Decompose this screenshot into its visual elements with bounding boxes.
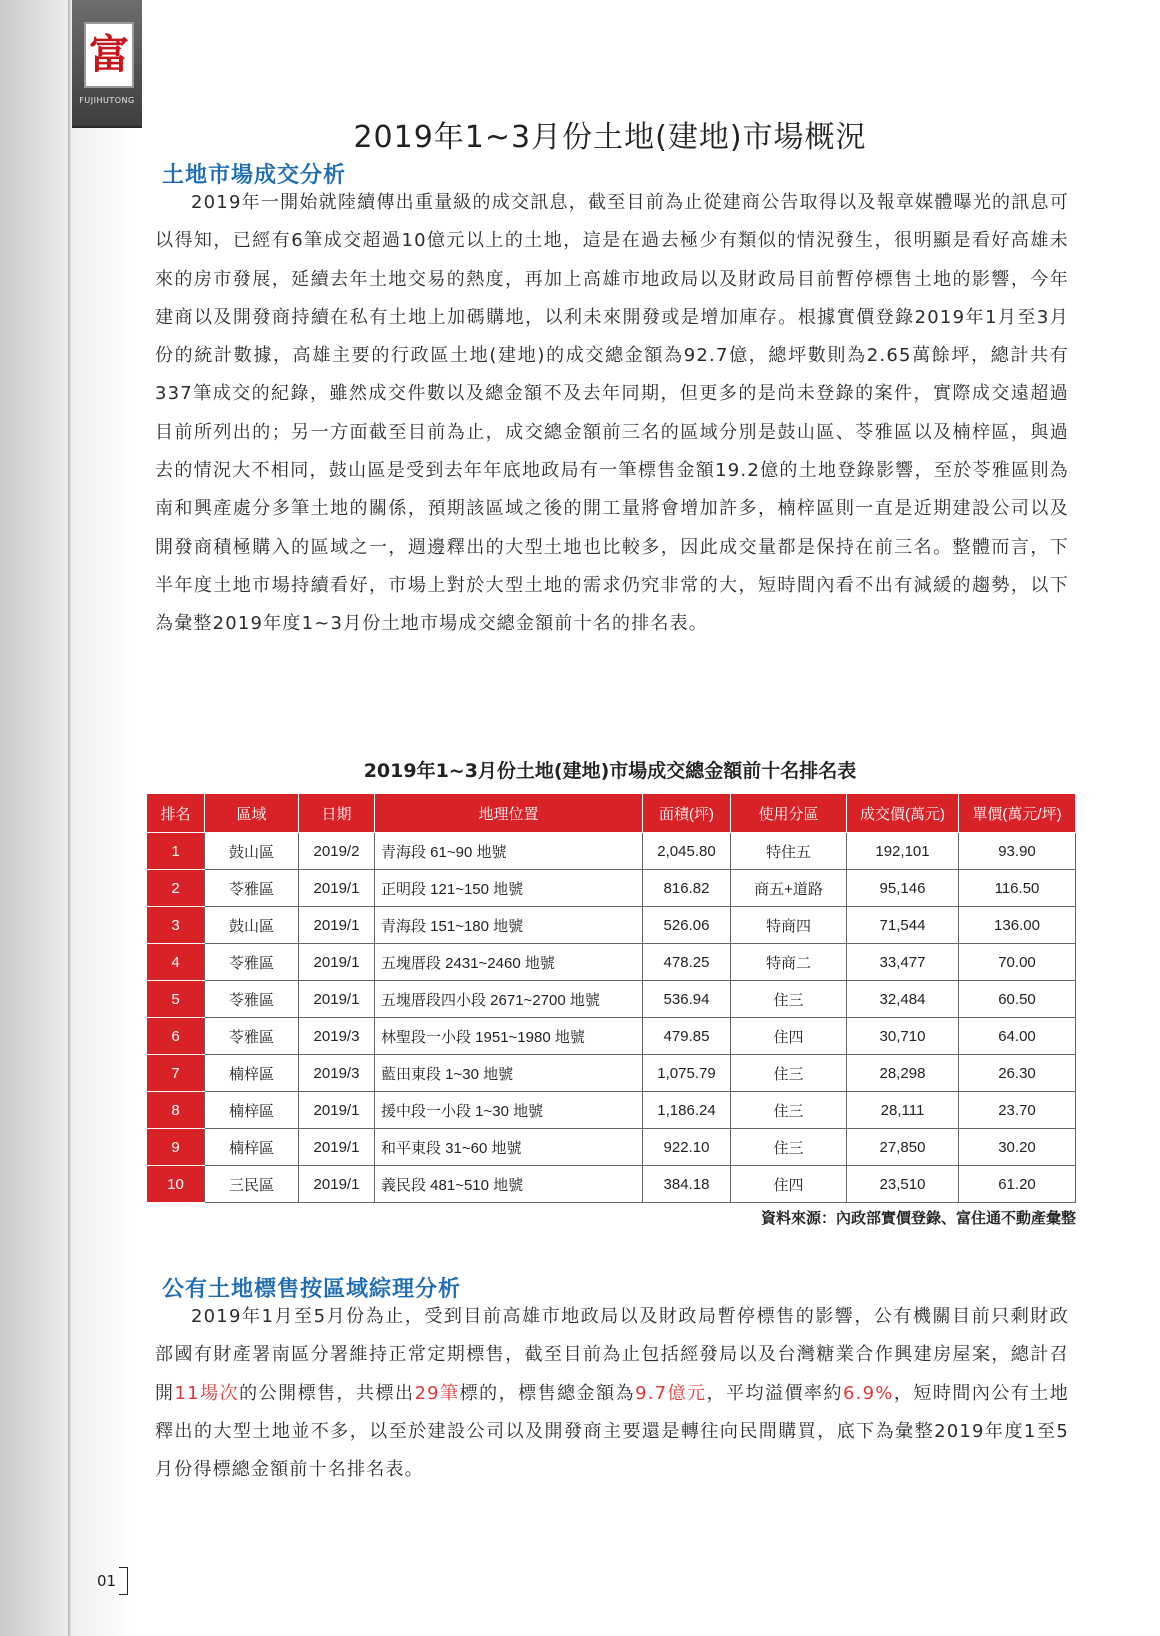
area-cell: 922.10: [643, 1129, 731, 1166]
price-cell: 32,484: [847, 981, 959, 1018]
district-cell: 鼓山區: [205, 833, 299, 870]
rank-cell: 2: [147, 870, 205, 907]
zoning-cell: 住三: [731, 1055, 847, 1092]
date-cell: 2019/1: [299, 1129, 375, 1166]
district-cell: 苓雅區: [205, 944, 299, 981]
text-run: ，短時間內公有土地釋出的大型土地並不多，以至於建設公司以及開發商主要還是轉往向民間購買，底下為彙整2019年度1至5月份得標總金額前十名排名表。: [155, 1382, 1069, 1481]
rank-cell: 1: [147, 833, 205, 870]
area-cell: 478.25: [643, 944, 731, 981]
district-cell: 鼓山區: [205, 907, 299, 944]
table-header-row: [147, 794, 1076, 833]
col-header: 面積(坪): [643, 794, 731, 833]
district-cell: 楠梓區: [205, 1129, 299, 1166]
col-header: 日期: [299, 794, 375, 833]
price-cell: 192,101: [847, 833, 959, 870]
district-cell: 苓雅區: [205, 870, 299, 907]
unit-price-cell: 64.00: [959, 1018, 1076, 1055]
area-cell: 526.06: [643, 907, 731, 944]
section-heading-public-land: 公有土地標售按區域綜理分析: [162, 1277, 462, 1302]
date-cell: 2019/2: [299, 833, 375, 870]
col-header: 地理位置: [375, 794, 643, 833]
zoning-cell: 住三: [731, 1129, 847, 1166]
area-cell: 816.82: [643, 870, 731, 907]
rank-cell: 10: [147, 1166, 205, 1203]
section-paragraph-public-land: [155, 1298, 1069, 1489]
highlight-count: 29筆: [414, 1382, 460, 1404]
area-cell: 1,075.79: [643, 1055, 731, 1092]
section-heading-land-market: 土地市場成交分析: [162, 163, 347, 188]
company-logo: [72, 0, 142, 128]
col-header: 區域: [205, 794, 299, 833]
col-header: 單價(萬元/坪): [959, 794, 1076, 833]
location-cell: 五塊厝段 2431~2460 地號: [375, 944, 643, 981]
location-cell: 青海段 61~90 地號: [375, 833, 643, 870]
binding-edge: [68, 0, 71, 1636]
location-cell: 援中段一小段 1~30 地號: [375, 1092, 643, 1129]
text-run: 標的，標售總金額為: [459, 1382, 636, 1404]
area-cell: 536.94: [643, 981, 731, 1018]
rank-cell: 5: [147, 981, 205, 1018]
price-cell: 28,298: [847, 1055, 959, 1092]
unit-price-cell: 26.30: [959, 1055, 1076, 1092]
date-cell: 2019/1: [299, 981, 375, 1018]
table-row: [147, 1055, 1076, 1092]
table-row: [147, 907, 1076, 944]
table-row: [147, 870, 1076, 907]
zoning-cell: 商五+道路: [731, 870, 847, 907]
date-cell: 2019/3: [299, 1055, 375, 1092]
logo-text: FUJIHUTONG: [79, 96, 135, 105]
location-cell: 林聖段一小段 1951~1980 地號: [375, 1018, 643, 1055]
area-cell: 1,186.24: [643, 1092, 731, 1129]
ranking-table: [146, 793, 1076, 1203]
date-cell: 2019/1: [299, 870, 375, 907]
location-cell: 和平東段 31~60 地號: [375, 1129, 643, 1166]
section-paragraph-land-market: 2019年一開始就陸續傳出重量級的成交訊息，截至目前為止從建商公告取得以及報章媒體曝光的訊息可以得知，已經有6筆成交超過10億元以上的土地，這是在過去極少有類似的情況發生，很明顯是看好高雄未來的房市發展，延續去年土地交易的熱度，再加上高雄市地政局以及財政局目前暫停標售土地的影響，今年建商以及開發商持續在私有土地上加碼購地，以利未來開發或是增加庫存。根據實價登錄2019年1月至3月份的統計數據，高雄主要的行政區土地(建地)的成交總金額為92.7億，總坪數則為2.65萬餘坪，總計共有337筆成交的紀錄，雖然成交件數以及總金額不及去年同期，但更多的是尚未登錄的案件，實際成交遠超過目前所列出的；另一方面截至目前為止，成交總金額前三名的區域分別是鼓山區、苓雅區以及楠梓區，與過去的情況大不相同，鼓山區是受到去年年底地政局有一筆標售金額19.2億的土地登錄影響，至於苓雅區則為南和興產處分多筆土地的關係，預期該區域之後的開工量將會增加許多，楠梓區則一直是近期建設公司以及開發商積極購入的區域之一，週邊釋出的大型土地也比較多，因此成交量都是保持在前三名。整體而言，下半年度土地市場持續看好，市場上對於大型土地的需求仍究非常的大，短時間內看不出有減緩的趨勢，以下為彙整2019年度1~3月份土地市場成交總金額前十名的排名表。: [155, 192, 1069, 635]
text-run: ，平均溢價率約: [706, 1382, 844, 1404]
page-number: 01: [97, 1572, 117, 1590]
zoning-cell: 特住五: [731, 833, 847, 870]
rank-cell: 6: [147, 1018, 205, 1055]
rank-cell: 8: [147, 1092, 205, 1129]
price-cell: 33,477: [847, 944, 959, 981]
table-row: [147, 1018, 1076, 1055]
location-cell: 青海段 151~180 地號: [375, 907, 643, 944]
district-cell: 楠梓區: [205, 1092, 299, 1129]
col-header: 排名: [147, 794, 205, 833]
table-row: [147, 833, 1076, 870]
price-cell: 23,510: [847, 1166, 959, 1203]
table-body: [147, 833, 1076, 1203]
zoning-cell: 住三: [731, 1092, 847, 1129]
table-source: 資料來源：內政部實價登錄、富住通不動產彙整: [760, 1209, 1076, 1227]
rank-cell: 7: [147, 1055, 205, 1092]
col-header: 使用分區: [731, 794, 847, 833]
rank-cell: 4: [147, 944, 205, 981]
zoning-cell: 住四: [731, 1018, 847, 1055]
table-row: [147, 944, 1076, 981]
highlight-amount: 9.7億元: [635, 1382, 707, 1404]
location-cell: 正明段 121~150 地號: [375, 870, 643, 907]
logo-icon: 富: [84, 22, 134, 88]
binding-spine: [0, 0, 132, 1636]
unit-price-cell: 116.50: [959, 870, 1076, 907]
table-title: 2019年1~3月份土地(建地)市場成交總金額前十名排名表: [363, 760, 857, 782]
text-run: 的公開標售，共標出: [239, 1382, 415, 1404]
zoning-cell: 住四: [731, 1166, 847, 1203]
district-cell: 楠梓區: [205, 1055, 299, 1092]
date-cell: 2019/1: [299, 1092, 375, 1129]
price-cell: 27,850: [847, 1129, 959, 1166]
location-cell: 五塊厝段四小段 2671~2700 地號: [375, 981, 643, 1018]
unit-price-cell: 136.00: [959, 907, 1076, 944]
rank-cell: 9: [147, 1129, 205, 1166]
area-cell: 2,045.80: [643, 833, 731, 870]
zoning-cell: 住三: [731, 981, 847, 1018]
district-cell: 苓雅區: [205, 981, 299, 1018]
zoning-cell: 特商四: [731, 907, 847, 944]
page-number-bracket: [119, 1567, 128, 1595]
rank-cell: 3: [147, 907, 205, 944]
unit-price-cell: 61.20: [959, 1166, 1076, 1203]
area-cell: 479.85: [643, 1018, 731, 1055]
price-cell: 95,146: [847, 870, 959, 907]
price-cell: 71,544: [847, 907, 959, 944]
unit-price-cell: 30.20: [959, 1129, 1076, 1166]
price-cell: 28,111: [847, 1092, 959, 1129]
zoning-cell: 特商二: [731, 944, 847, 981]
location-cell: 義民段 481~510 地號: [375, 1166, 643, 1203]
table-row: [147, 1129, 1076, 1166]
unit-price-cell: 93.90: [959, 833, 1076, 870]
price-cell: 30,710: [847, 1018, 959, 1055]
date-cell: 2019/1: [299, 907, 375, 944]
district-cell: 三民區: [205, 1166, 299, 1203]
date-cell: 2019/3: [299, 1018, 375, 1055]
date-cell: 2019/1: [299, 944, 375, 981]
unit-price-cell: 23.70: [959, 1092, 1076, 1129]
location-cell: 藍田東段 1~30 地號: [375, 1055, 643, 1092]
date-cell: 2019/1: [299, 1166, 375, 1203]
text-run: 2019年1月至5月份為止，受到目前高雄市地政局以及財政局暫停標售的影響，公有機關目前只剩財政部國有財產署南區分署維持正常定期標售，截至目前為止包括經發局以及台灣糖業合作興建房屋案，總計召開: [155, 1306, 1069, 1404]
table-row: [147, 1166, 1076, 1203]
area-cell: 384.18: [643, 1166, 731, 1203]
district-cell: 苓雅區: [205, 1018, 299, 1055]
highlight-premium: 6.9%: [843, 1382, 894, 1404]
table-row: [147, 1092, 1076, 1129]
unit-price-cell: 70.00: [959, 944, 1076, 981]
unit-price-cell: 60.50: [959, 981, 1076, 1018]
highlight-sessions: 11場次: [174, 1382, 240, 1404]
page-title: 2019年1~3月份土地(建地)市場概況: [353, 120, 867, 155]
table-row: [147, 981, 1076, 1018]
col-header: 成交價(萬元): [847, 794, 959, 833]
